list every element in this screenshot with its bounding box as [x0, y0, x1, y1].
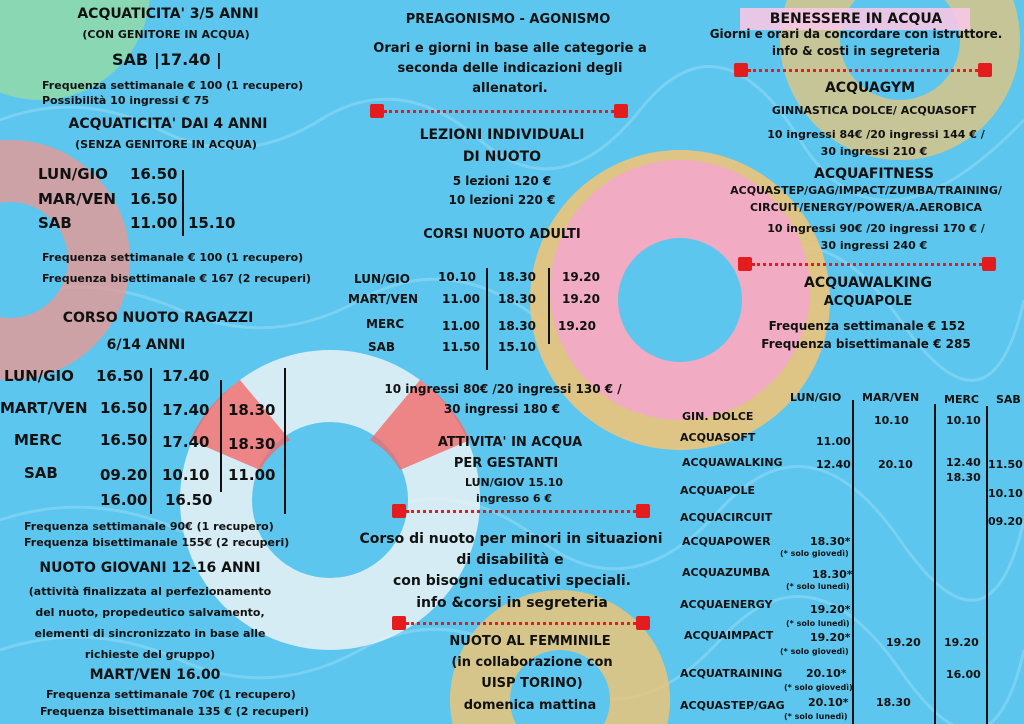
schedule-header: SAB	[996, 393, 1021, 406]
schedule-time: 19.20	[944, 636, 979, 649]
schedule-time: 10.10	[874, 414, 909, 427]
ragazzi-time: 11.00	[228, 466, 276, 484]
lezioni-title-1: LEZIONI INDIVIDUALI	[419, 127, 585, 143]
schedule-time: 12.40	[816, 458, 851, 471]
ragazzi-price-1: Frequenza settimanale 90€ (1 recupero)	[24, 520, 274, 533]
ragazzi-time: 16.50	[165, 491, 213, 509]
adulti-day: MERC	[366, 317, 405, 331]
activity-name: GIN. DOLCE	[682, 410, 754, 423]
schedule-note: (* solo lunedì)	[786, 619, 850, 628]
adulti-day: SAB	[368, 340, 396, 354]
adulti-day: LUN/GIO	[354, 272, 410, 286]
schedule-time: 20.10	[878, 458, 913, 471]
activity-name: ACQUAZUMBA	[682, 566, 770, 579]
schedule-note: (* solo giovedì)	[784, 683, 853, 692]
schedule-header: MERC	[944, 393, 980, 406]
schedule-time: 18.30*	[812, 568, 853, 581]
adulti-time: 11.00	[442, 292, 480, 306]
disabilita-line: info &corsi in segreteria	[416, 595, 608, 611]
giovani-desc: elementi di sincronizzato in base alle	[34, 627, 266, 640]
activity-name: ACQUAPOWER	[682, 535, 771, 548]
acq4-time: 16.50	[130, 165, 178, 183]
ragazzi-day: LUN/GIO	[4, 367, 74, 385]
schedule-time: 20.10*	[808, 696, 849, 709]
benessere-desc-2: info & costi in segreteria	[771, 44, 941, 58]
schedule-time: 19.20*	[810, 631, 851, 644]
ragazzi-time: 16.50	[100, 399, 148, 417]
schedule-note: (* solo giovedì)	[780, 647, 849, 656]
acquafitness-price-2: 30 ingressi 240 €	[820, 239, 928, 252]
femminile-line: (in collaborazione con	[451, 655, 613, 670]
adulti-time: 19.20	[562, 292, 600, 306]
ragazzi-day: MART/VEN	[0, 399, 88, 417]
schedule-time: 11.00	[816, 435, 851, 448]
schedule-time: 18.30	[946, 471, 981, 484]
ragazzi-title: CORSO NUOTO RAGAZZI	[62, 310, 254, 326]
giovani-title: NUOTO GIOVANI 12-16 ANNI	[39, 560, 261, 576]
preagonismo-desc: Orari e giorni in base alle categorie a	[373, 41, 647, 56]
adulti-time: 11.50	[442, 340, 480, 354]
section-divider	[370, 104, 628, 118]
giovani-time: MART/VEN 16.00	[89, 667, 221, 683]
activity-name: ACQUATRAINING	[680, 667, 783, 680]
activity-name: ACQUACIRCUIT	[680, 511, 773, 524]
schedule-header: MAR/VEN	[862, 391, 920, 404]
giovani-desc: del nuoto, propedeutico salvamento,	[35, 606, 265, 619]
femminile-line: domenica mattina	[463, 698, 597, 713]
schedule-time: 11.50	[988, 458, 1023, 471]
ragazzi-time: 17.40	[162, 367, 210, 385]
section-divider	[738, 257, 996, 271]
acquaticita-4-price-1: Frequenza settimanale € 100 (1 recupero)	[42, 251, 304, 264]
table-divider	[934, 404, 936, 724]
acquagym-subtitle: GINNASTICA DOLCE/ ACQUASOFT	[771, 104, 977, 117]
activity-name: ACQUAENERGY	[680, 598, 773, 611]
section-divider	[734, 63, 992, 77]
schedule-time: 16.00	[946, 668, 981, 681]
acq4-time: 15.10	[188, 214, 236, 232]
ragazzi-time: 17.40	[162, 401, 210, 419]
gestanti-price: ingresso 6 €	[476, 492, 552, 505]
acquagym-title: ACQUAGYM	[824, 80, 916, 96]
ragazzi-time: 16.00	[100, 491, 148, 509]
acq4-day: MAR/VEN	[38, 190, 116, 208]
femminile-line: UISP TORINO)	[481, 676, 583, 691]
lezioni-title-2: DI NUOTO	[462, 149, 542, 165]
schedule-time: 19.20*	[810, 603, 851, 616]
adulti-price-2: 30 ingressi 180 €	[443, 402, 561, 416]
lezioni-price-2: 10 lezioni 220 €	[448, 193, 556, 207]
disabilita-line: di disabilità e	[456, 552, 564, 568]
table-divider	[220, 380, 222, 492]
disabilita-line: con bisogni educativi speciali.	[392, 573, 632, 589]
giovani-desc: richieste del gruppo)	[84, 648, 216, 661]
section-divider	[392, 504, 650, 518]
acq4-time: 16.50	[130, 190, 178, 208]
benessere-title: BENESSERE IN ACQUA	[769, 11, 943, 27]
activity-name: ACQUASOFT	[680, 431, 756, 444]
acquaticita-4-title: ACQUATICITA' DAI 4 ANNI	[68, 116, 268, 132]
activity-name: ACQUAWALKING	[682, 456, 783, 469]
acquaticita-35-day: SAB	[112, 50, 149, 69]
giovani-price-1: Frequenza settimanale 70€ (1 recupero)	[46, 688, 296, 701]
schedule-time: 18.30*	[810, 535, 851, 548]
acquaticita-4-price-2: Frequenza bisettimanale € 167 (2 recuperi)	[42, 272, 312, 285]
disabilita-line: Corso di nuoto per minori in situazioni	[359, 531, 663, 547]
acquaticita-35-price-1: Frequenza settimanale € 100 (1 recupero)	[42, 79, 304, 92]
acq4-day: SAB	[38, 214, 72, 232]
table-divider	[182, 170, 184, 236]
acquawalking-price-2: Frequenza bisettimanale € 285	[761, 337, 971, 351]
schedule-time: 10.10	[988, 487, 1023, 500]
table-divider	[548, 268, 550, 344]
preagonismo-title: PREAGONISMO - AGONISMO	[405, 12, 611, 27]
table-divider	[986, 406, 988, 724]
ragazzi-time: 09.20	[100, 466, 148, 484]
ragazzi-time: 18.30	[228, 401, 276, 419]
schedule-time: 20.10*	[806, 667, 847, 680]
adulti-time: 18.30	[498, 319, 536, 333]
ragazzi-time: 16.50	[96, 367, 144, 385]
gestanti-title-2: PER GESTANTI	[453, 456, 559, 471]
femminile-line: NUOTO AL FEMMINILE	[449, 634, 611, 649]
acquawalking-title: ACQUAWALKING	[804, 275, 932, 291]
schedule-note: (* solo giovedì)	[780, 549, 849, 558]
acquafitness-title: ACQUAFITNESS	[814, 166, 934, 182]
preagonismo-desc: allenatori.	[472, 81, 548, 96]
giovani-price-2: Frequenza bisettimanale 135 € (2 recuperi)	[40, 705, 310, 718]
ragazzi-subtitle: 6/14 ANNI	[106, 337, 186, 353]
section-divider	[392, 616, 650, 630]
acquafitness-price-1: 10 ingressi 90€ /20 ingressi 170 € /	[767, 222, 985, 235]
acquaticita-35-subtitle: (CON GENITORE IN ACQUA)	[82, 28, 250, 41]
ragazzi-price-2: Frequenza bisettimanale 155€ (2 recuperi)	[24, 536, 290, 549]
acquawalking-price-1: Frequenza settimanale € 152	[768, 319, 966, 333]
table-divider	[852, 400, 854, 724]
schedule-header: LUN/GIO	[790, 391, 842, 404]
ragazzi-day: SAB	[24, 464, 58, 482]
ragazzi-time: 10.10	[162, 466, 210, 484]
acquafitness-subtitle-2: CIRCUIT/ENERGY/POWER/A.AEROBICA	[749, 201, 983, 214]
adulti-time: 11.00	[442, 319, 480, 333]
acquafitness-subtitle-1: ACQUASTEP/GAG/IMPACT/ZUMBA/TRAINING/	[730, 184, 1002, 197]
ragazzi-time: 16.50	[100, 431, 148, 449]
table-divider	[486, 268, 488, 370]
acquagym-price-2: 30 ingressi 210 €	[820, 145, 928, 158]
acq4-time: 11.00	[130, 214, 178, 232]
lezioni-price-1: 5 lezioni 120 €	[452, 174, 552, 188]
adulti-price-1: 10 ingressi 80€ /20 ingressi 130 € /	[384, 382, 622, 396]
adulti-time: 19.20	[562, 270, 600, 284]
gestanti-time: LUN/GIOV 15.10	[464, 476, 564, 489]
schedule-time: 12.40	[946, 456, 981, 469]
adulti-time: 18.30	[498, 270, 536, 284]
adulti-time: 10.10	[438, 270, 476, 284]
activity-name: ACQUASTEP/GAG	[680, 699, 785, 712]
adulti-day: MART/VEN	[348, 292, 419, 306]
giovani-desc: (attività finalizzata al perfezionamento	[28, 585, 272, 598]
acquaticita-35-title: ACQUATICITA' 3/5 ANNI	[77, 6, 259, 22]
table-divider	[150, 368, 152, 514]
acquaticita-35-price-2: Possibilità 10 ingressi € 75	[42, 94, 210, 107]
ragazzi-time: 17.40	[162, 433, 210, 451]
schedule-time: 19.20	[886, 636, 921, 649]
schedule-note: (* solo lunedì)	[786, 582, 850, 591]
activity-name: ACQUAPOLE	[680, 484, 755, 497]
acquaticita-4-subtitle: (SENZA GENITORE IN ACQUA)	[75, 138, 257, 151]
activity-name: ACQUAIMPACT	[684, 629, 774, 642]
acq4-day: LUN/GIO	[38, 165, 108, 183]
acquagym-price-1: 10 ingressi 84€ /20 ingressi 144 € /	[767, 128, 985, 141]
ragazzi-day: MERC	[14, 431, 62, 449]
gestanti-title-1: ATTIVITA' IN ACQUA	[437, 435, 583, 450]
schedule-time: 10.10	[946, 414, 981, 427]
schedule-note: (* solo lunedì)	[784, 712, 848, 721]
adulti-title: CORSI NUOTO ADULTI	[423, 227, 581, 242]
preagonismo-desc: seconda delle indicazioni degli	[397, 61, 623, 76]
acquaticita-35-time: |17.40 |	[154, 50, 222, 69]
adulti-time: 18.30	[498, 292, 536, 306]
schedule-time: 18.30	[876, 696, 911, 709]
acquawalking-subtitle: ACQUAPOLE	[823, 294, 913, 309]
table-divider	[284, 368, 286, 514]
adulti-time: 19.20	[558, 319, 596, 333]
benessere-desc-1: Giorni e orari da concordare con istruttore.	[709, 27, 1003, 41]
schedule-time: 09.20	[988, 515, 1023, 528]
ragazzi-time: 18.30	[228, 435, 276, 453]
adulti-time: 15.10	[498, 340, 536, 354]
